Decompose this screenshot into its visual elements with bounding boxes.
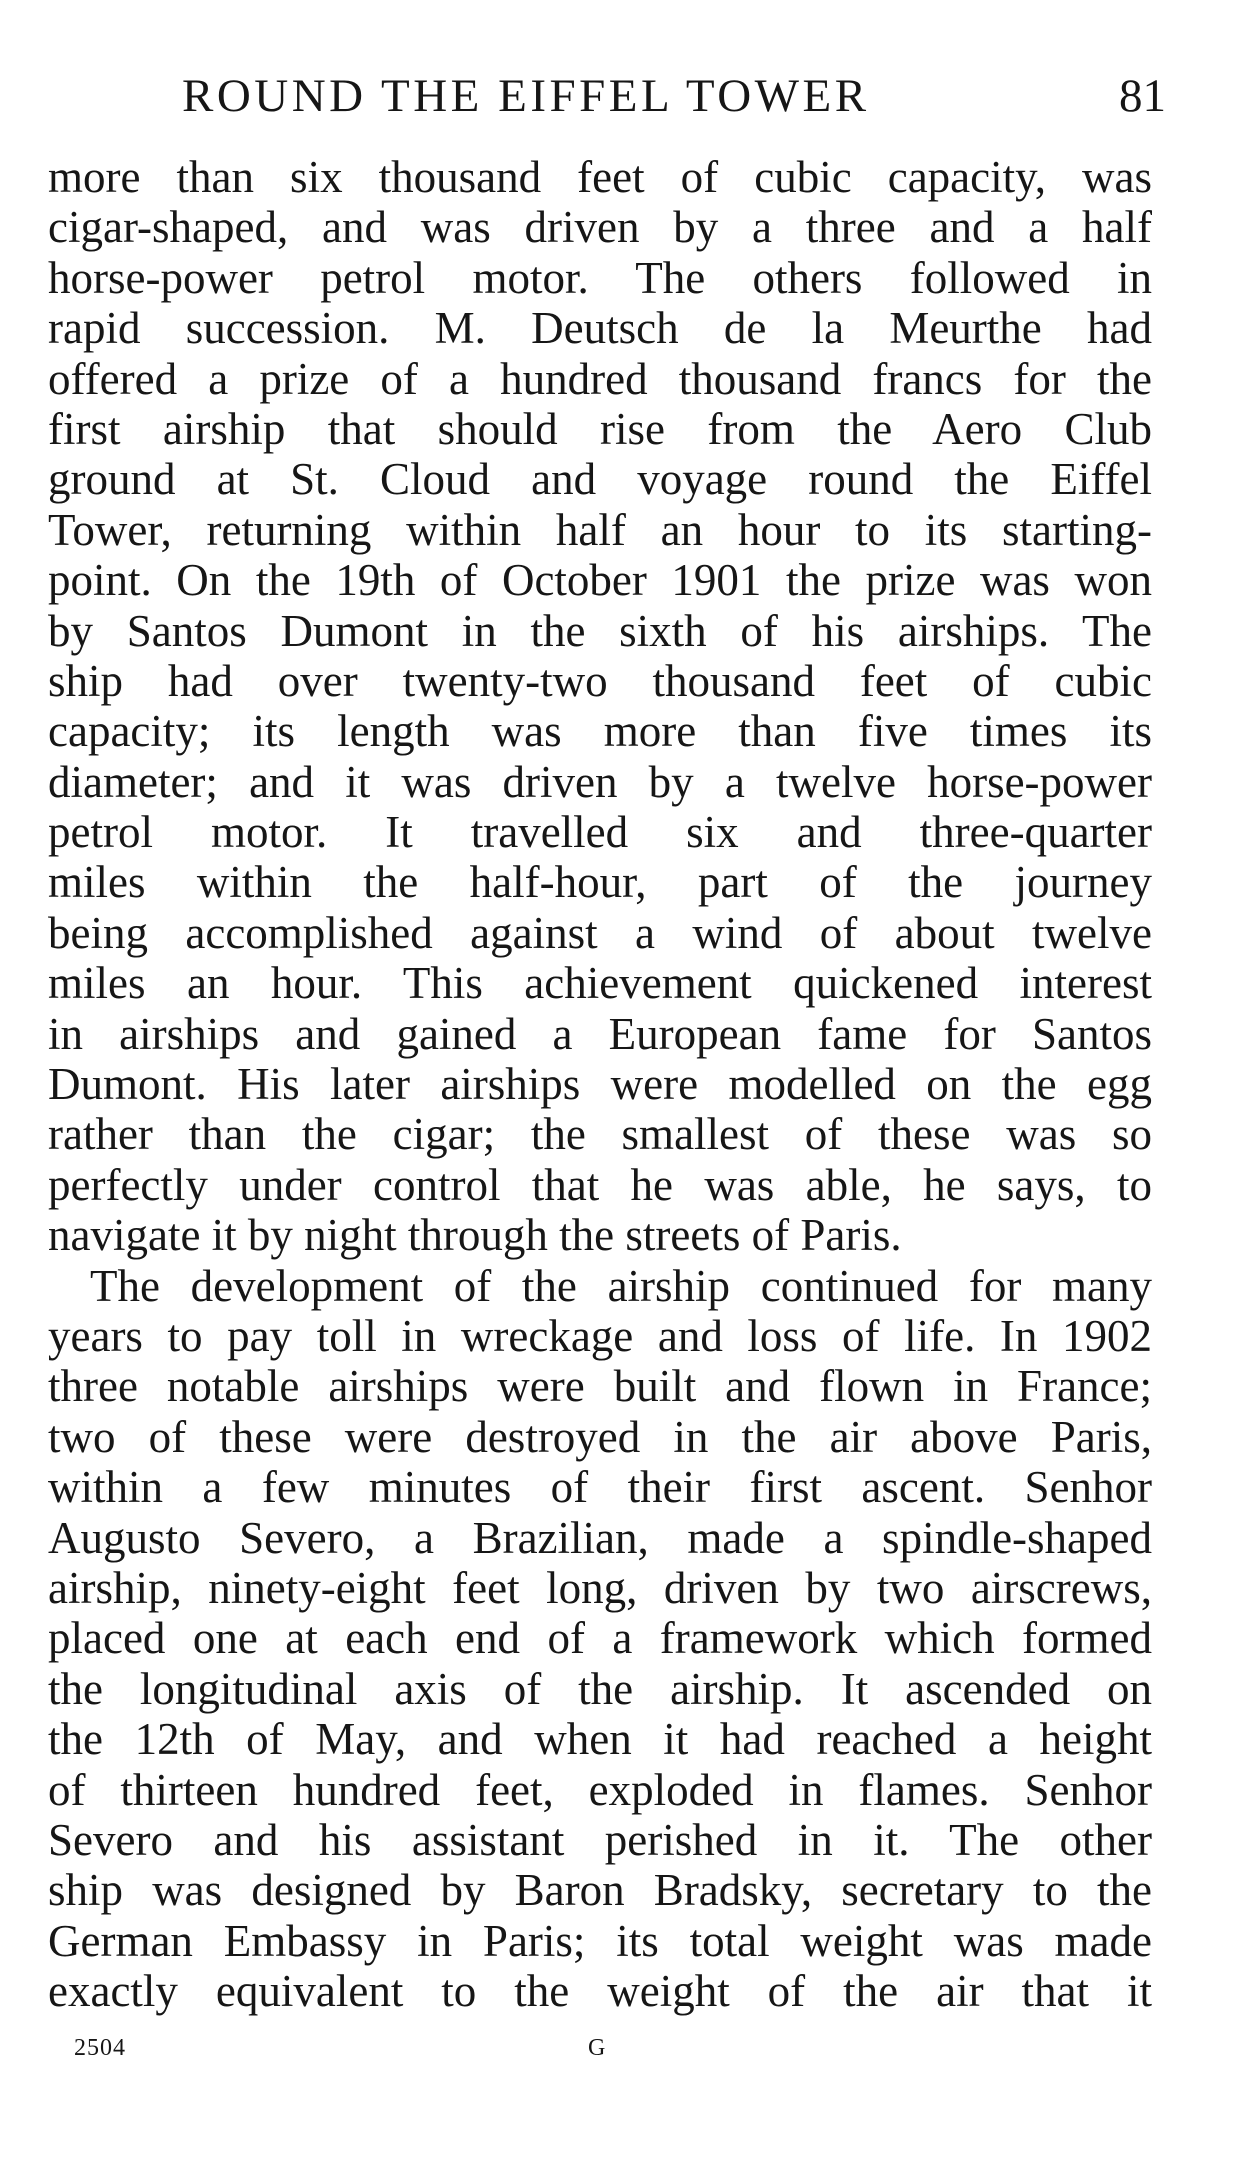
- text-line: ship was designed by Baron Bradsky, secretary to the: [48, 1865, 1152, 1916]
- text-line: the longitudinal axis of the airship. It ascended on: [48, 1663, 1152, 1714]
- text-line: years to pay toll in wreckage and loss of life. In 1902: [48, 1310, 1152, 1361]
- text-line: Augusto Severo, a Brazilian, made a spindle-shaped: [48, 1512, 1152, 1563]
- page-number: 81: [1119, 70, 1166, 122]
- printer-signature: 2504: [74, 2035, 126, 2061]
- text-line: Dumont. His later airships were modelled on the egg: [48, 1059, 1152, 1110]
- text-line: Severo and his assistant perished in it. The other: [48, 1814, 1152, 1865]
- text-line: more than six thousand feet of cubic capacity, was: [48, 152, 1152, 202]
- text-line: diameter; and it was driven by a twelve horse-power: [48, 756, 1152, 807]
- text-line: of thirteen hundred feet, exploded in flames. Senhor: [48, 1764, 1152, 1815]
- text-line: miles an hour. This achievement quickened interest: [48, 958, 1152, 1009]
- paragraph-first-line: The development of the airship continued for many: [90, 1260, 1152, 1311]
- running-head: [182, 66, 1166, 126]
- text-line: perfectly under control that he was able, he says, to: [48, 1159, 1152, 1210]
- text-line: cigar-shaped, and was driven by a three and a half: [48, 202, 1152, 253]
- text-line: offered a prize of a hundred thousand francs for the: [48, 353, 1152, 404]
- text-line: the 12th of May, and when it had reached a height: [48, 1714, 1152, 1765]
- text-line: three notable airships were built and flown in France;: [48, 1361, 1152, 1412]
- text-line: rather than the cigar; the smallest of these was so: [48, 1109, 1152, 1160]
- text-line: German Embassy in Paris; its total weight was made: [48, 1915, 1152, 1966]
- text-line: being accomplished against a wind of about twelve: [48, 907, 1152, 958]
- text-line: placed one at each end of a framework which formed: [48, 1613, 1152, 1664]
- text-line: within a few minutes of their first ascent. Senhor: [48, 1462, 1152, 1513]
- text-line: two of these were destroyed in the air above Paris,: [48, 1411, 1152, 1462]
- text-line: miles within the half-hour, part of the journey: [48, 857, 1152, 908]
- running-head-title: ROUND THE EIFFEL TOWER: [182, 70, 870, 122]
- body-text: [48, 152, 1152, 2016]
- text-line: ground at St. Cloud and voyage round the Eiffel: [48, 454, 1152, 505]
- text-line: ship had over twenty-two thousand feet of cubic: [48, 655, 1152, 706]
- text-line: capacity; its length was more than five times its: [48, 706, 1152, 757]
- page-footer: [74, 2030, 634, 2066]
- text-line: in airships and gained a European fame for Santos: [48, 1008, 1152, 1059]
- text-line: airship, ninety-eight feet long, driven by two airscrews,: [48, 1562, 1152, 1613]
- text-line: petrol motor. It travelled six and three-quarter: [48, 807, 1152, 858]
- text-line: horse-power petrol motor. The others followed in: [48, 252, 1152, 303]
- text-line: by Santos Dumont in the sixth of his airships. The: [48, 605, 1152, 656]
- text-line: exactly equivalent to the weight of the air that it: [48, 1966, 1152, 2017]
- text-line: first airship that should rise from the Aero Club: [48, 403, 1152, 454]
- gathering-mark: G: [588, 2035, 606, 2061]
- paragraph-last-line: navigate it by night through the streets of Paris.: [48, 1210, 902, 1261]
- text-line: point. On the 19th of October 1901 the prize was won: [48, 555, 1152, 606]
- text-line: rapid succession. M. Deutsch de la Meurthe had: [48, 303, 1152, 354]
- text-line: Tower, returning within half an hour to its starting-: [48, 504, 1152, 555]
